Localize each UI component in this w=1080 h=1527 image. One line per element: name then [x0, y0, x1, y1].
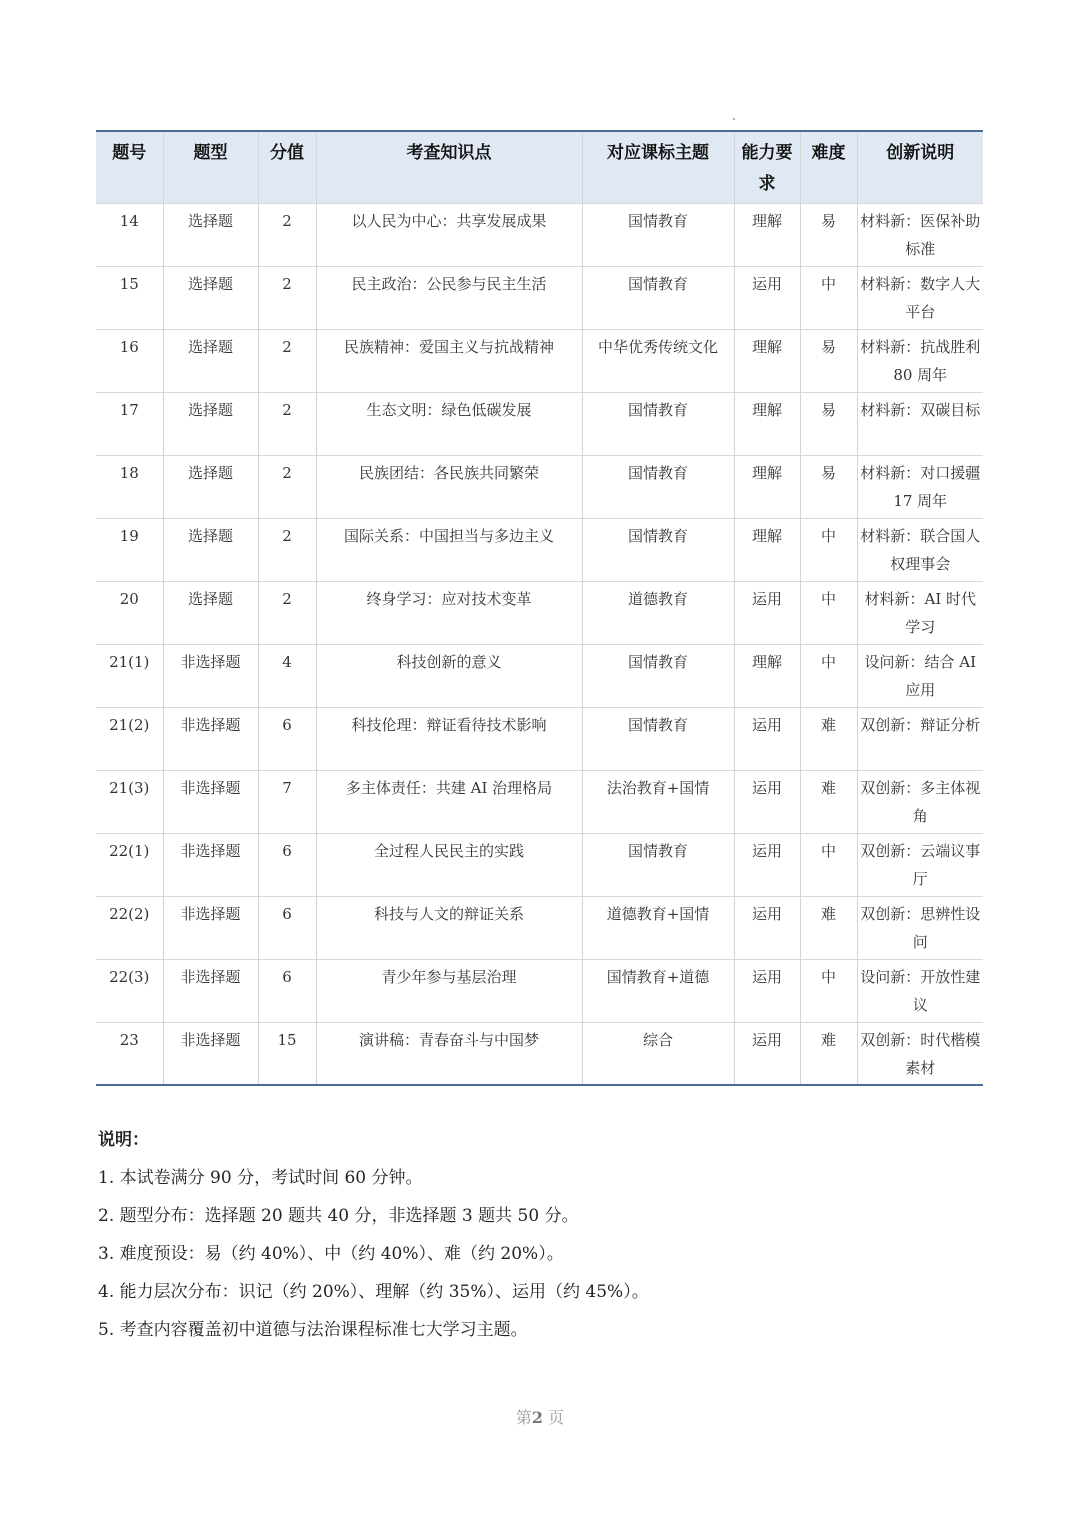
cell-innovation: 双创新：思辨性设问 — [857, 896, 983, 959]
cell-question-number: 22(2) — [96, 896, 163, 959]
notes-heading: 说明： — [98, 1130, 149, 1150]
cell-ability: 运用 — [734, 896, 800, 959]
cell-knowledge-point: 终身学习：应对技术变革 — [316, 581, 582, 644]
cell-question-type: 选择题 — [163, 581, 258, 644]
cell-difficulty: 中 — [800, 266, 857, 329]
cell-curriculum-theme: 中华优秀传统文化 — [582, 329, 734, 392]
cell-question-number: 23 — [96, 1022, 163, 1085]
cell-points: 2 — [258, 203, 316, 266]
cell-knowledge-point: 以人民为中心：共享发展成果 — [316, 203, 582, 266]
cell-difficulty: 中 — [800, 581, 857, 644]
table-row — [96, 203, 983, 266]
cell-ability: 理解 — [734, 392, 800, 455]
table-row — [96, 581, 983, 644]
cell-curriculum-theme: 道德教育+国情 — [582, 896, 734, 959]
cell-knowledge-point: 多主体责任：共建 AI 治理格局 — [316, 770, 582, 833]
cell-ability: 运用 — [734, 266, 800, 329]
page-suffix: 页 — [548, 1408, 565, 1427]
cell-points: 6 — [258, 959, 316, 1022]
cell-points: 2 — [258, 518, 316, 581]
cell-ability: 运用 — [734, 833, 800, 896]
cell-question-number: 22(3) — [96, 959, 163, 1022]
cell-question-type: 选择题 — [163, 392, 258, 455]
cell-curriculum-theme: 国情教育 — [582, 455, 734, 518]
cell-question-number: 16 — [96, 329, 163, 392]
cell-knowledge-point: 全过程人民民主的实践 — [316, 833, 582, 896]
cell-knowledge-point: 演讲稿：青春奋斗与中国梦 — [316, 1022, 582, 1085]
table-row — [96, 959, 983, 1022]
cell-points: 7 — [258, 770, 316, 833]
cell-innovation: 双创新：云端议事厅 — [857, 833, 983, 896]
note-item: 3. 难度预设：易（约 40%）、中（约 40%）、难（约 20%）。 — [98, 1244, 564, 1264]
header-question-type: 题型 — [163, 131, 258, 203]
cell-knowledge-point: 民族团结：各民族共同繁荣 — [316, 455, 582, 518]
cell-question-number: 21(1) — [96, 644, 163, 707]
cell-curriculum-theme: 国情教育 — [582, 644, 734, 707]
cell-points: 2 — [258, 392, 316, 455]
cell-innovation: 设问新：结合 AI 应用 — [857, 644, 983, 707]
cell-knowledge-point: 民族精神：爱国主义与抗战精神 — [316, 329, 582, 392]
spec-table — [96, 130, 983, 1086]
cell-difficulty: 易 — [800, 455, 857, 518]
page-number — [0, 1405, 1080, 1428]
cell-curriculum-theme: 国情教育+道德 — [582, 959, 734, 1022]
cell-question-type: 选择题 — [163, 455, 258, 518]
cell-question-number: 17 — [96, 392, 163, 455]
cell-knowledge-point: 国际关系：中国担当与多边主义 — [316, 518, 582, 581]
cell-innovation: 双创新：多主体视角 — [857, 770, 983, 833]
cell-curriculum-theme: 国情教育 — [582, 833, 734, 896]
header-question-number: 题号 — [96, 131, 163, 203]
cell-curriculum-theme: 国情教育 — [582, 203, 734, 266]
cell-knowledge-point: 科技与人文的辩证关系 — [316, 896, 582, 959]
cell-question-number: 20 — [96, 581, 163, 644]
cell-ability: 运用 — [734, 959, 800, 1022]
cell-difficulty: 易 — [800, 203, 857, 266]
note-item: 4. 能力层次分布：识记（约 20%）、理解（约 35%）、运用（约 45%）。 — [98, 1282, 649, 1302]
table-row — [96, 329, 983, 392]
cell-ability: 理解 — [734, 518, 800, 581]
cell-curriculum-theme: 道德教育 — [582, 581, 734, 644]
cell-innovation: 双创新：辩证分析 — [857, 707, 983, 770]
table-row — [96, 896, 983, 959]
cell-innovation: 材料新：对口援疆 17 周年 — [857, 455, 983, 518]
cell-knowledge-point: 科技创新的意义 — [316, 644, 582, 707]
cell-difficulty: 易 — [800, 392, 857, 455]
cell-difficulty: 难 — [800, 770, 857, 833]
cell-innovation: 材料新：数字人大平台 — [857, 266, 983, 329]
cell-question-number: 15 — [96, 266, 163, 329]
cell-points: 2 — [258, 581, 316, 644]
cell-question-number: 21(3) — [96, 770, 163, 833]
cell-difficulty: 难 — [800, 707, 857, 770]
cell-ability: 理解 — [734, 455, 800, 518]
page-prefix: 第 — [515, 1408, 532, 1427]
note-item: 5. 考查内容覆盖初中道德与法治课程标准七大学习主题。 — [98, 1320, 528, 1340]
cell-knowledge-point: 生态文明：绿色低碳发展 — [316, 392, 582, 455]
cell-points: 15 — [258, 1022, 316, 1085]
cell-question-type: 非选择题 — [163, 896, 258, 959]
note-item: 1. 本试卷满分 90 分，考试时间 60 分钟。 — [98, 1168, 423, 1188]
cell-difficulty: 易 — [800, 329, 857, 392]
cell-ability: 理解 — [734, 203, 800, 266]
cell-points: 6 — [258, 896, 316, 959]
header-curriculum-theme: 对应课标主题 — [582, 131, 734, 203]
cell-difficulty: 中 — [800, 644, 857, 707]
cell-question-type: 非选择题 — [163, 959, 258, 1022]
cell-innovation: 材料新：联合国人权理事会 — [857, 518, 983, 581]
table-row — [96, 455, 983, 518]
table-row — [96, 770, 983, 833]
header-difficulty: 难度 — [800, 131, 857, 203]
table-body — [96, 203, 983, 1085]
cell-difficulty: 中 — [800, 518, 857, 581]
cell-ability: 运用 — [734, 581, 800, 644]
page-number-value: 2 — [531, 1408, 544, 1427]
cell-question-type: 非选择题 — [163, 1022, 258, 1085]
cell-question-type: 非选择题 — [163, 707, 258, 770]
cell-question-type: 选择题 — [163, 266, 258, 329]
cell-innovation: 材料新：AI 时代学习 — [857, 581, 983, 644]
cell-points: 4 — [258, 644, 316, 707]
cell-question-type: 非选择题 — [163, 644, 258, 707]
cell-question-type: 非选择题 — [163, 833, 258, 896]
cell-question-number: 22(1) — [96, 833, 163, 896]
cell-ability: 运用 — [734, 707, 800, 770]
cell-points: 2 — [258, 455, 316, 518]
cell-question-type: 选择题 — [163, 329, 258, 392]
cell-difficulty: 难 — [800, 896, 857, 959]
cell-knowledge-point: 青少年参与基层治理 — [316, 959, 582, 1022]
cell-points: 2 — [258, 329, 316, 392]
header-points: 分值 — [258, 131, 316, 203]
table-row — [96, 1022, 983, 1085]
cell-ability: 运用 — [734, 770, 800, 833]
cell-innovation: 材料新：抗战胜利 80 周年 — [857, 329, 983, 392]
cell-innovation: 材料新：双碳目标 — [857, 392, 983, 455]
table-row — [96, 392, 983, 455]
cell-question-type: 非选择题 — [163, 770, 258, 833]
table-row — [96, 518, 983, 581]
cell-points: 2 — [258, 266, 316, 329]
page-dot — [733, 118, 735, 120]
cell-question-number: 19 — [96, 518, 163, 581]
note-item: 2. 题型分布：选择题 20 题共 40 分，非选择题 3 题共 50 分。 — [98, 1206, 579, 1226]
header-knowledge-point: 考查知识点 — [316, 131, 582, 203]
cell-question-type: 选择题 — [163, 203, 258, 266]
cell-question-number: 21(2) — [96, 707, 163, 770]
cell-difficulty: 中 — [800, 959, 857, 1022]
table-row — [96, 644, 983, 707]
table-row — [96, 707, 983, 770]
notes-list — [98, 1166, 978, 1356]
cell-innovation: 材料新：医保补助标准 — [857, 203, 983, 266]
cell-ability: 理解 — [734, 644, 800, 707]
cell-innovation: 双创新：时代楷模素材 — [857, 1022, 983, 1085]
cell-curriculum-theme: 国情教育 — [582, 518, 734, 581]
cell-difficulty: 难 — [800, 1022, 857, 1085]
cell-points: 6 — [258, 833, 316, 896]
header-innovation: 创新说明 — [857, 131, 983, 203]
table-row — [96, 833, 983, 896]
table-row — [96, 266, 983, 329]
cell-curriculum-theme: 国情教育 — [582, 392, 734, 455]
cell-question-number: 14 — [96, 203, 163, 266]
cell-knowledge-point: 科技伦理：辩证看待技术影响 — [316, 707, 582, 770]
notes-section — [98, 1128, 978, 1356]
cell-curriculum-theme: 法治教育+国情 — [582, 770, 734, 833]
table-header-row — [96, 131, 983, 203]
cell-curriculum-theme: 综合 — [582, 1022, 734, 1085]
cell-curriculum-theme: 国情教育 — [582, 266, 734, 329]
cell-difficulty: 中 — [800, 833, 857, 896]
cell-knowledge-point: 民主政治：公民参与民主生活 — [316, 266, 582, 329]
cell-question-number: 18 — [96, 455, 163, 518]
cell-question-type: 选择题 — [163, 518, 258, 581]
cell-points: 6 — [258, 707, 316, 770]
cell-ability: 运用 — [734, 1022, 800, 1085]
cell-ability: 理解 — [734, 329, 800, 392]
cell-curriculum-theme: 国情教育 — [582, 707, 734, 770]
cell-innovation: 设问新：开放性建议 — [857, 959, 983, 1022]
header-ability: 能力要求 — [734, 131, 800, 203]
